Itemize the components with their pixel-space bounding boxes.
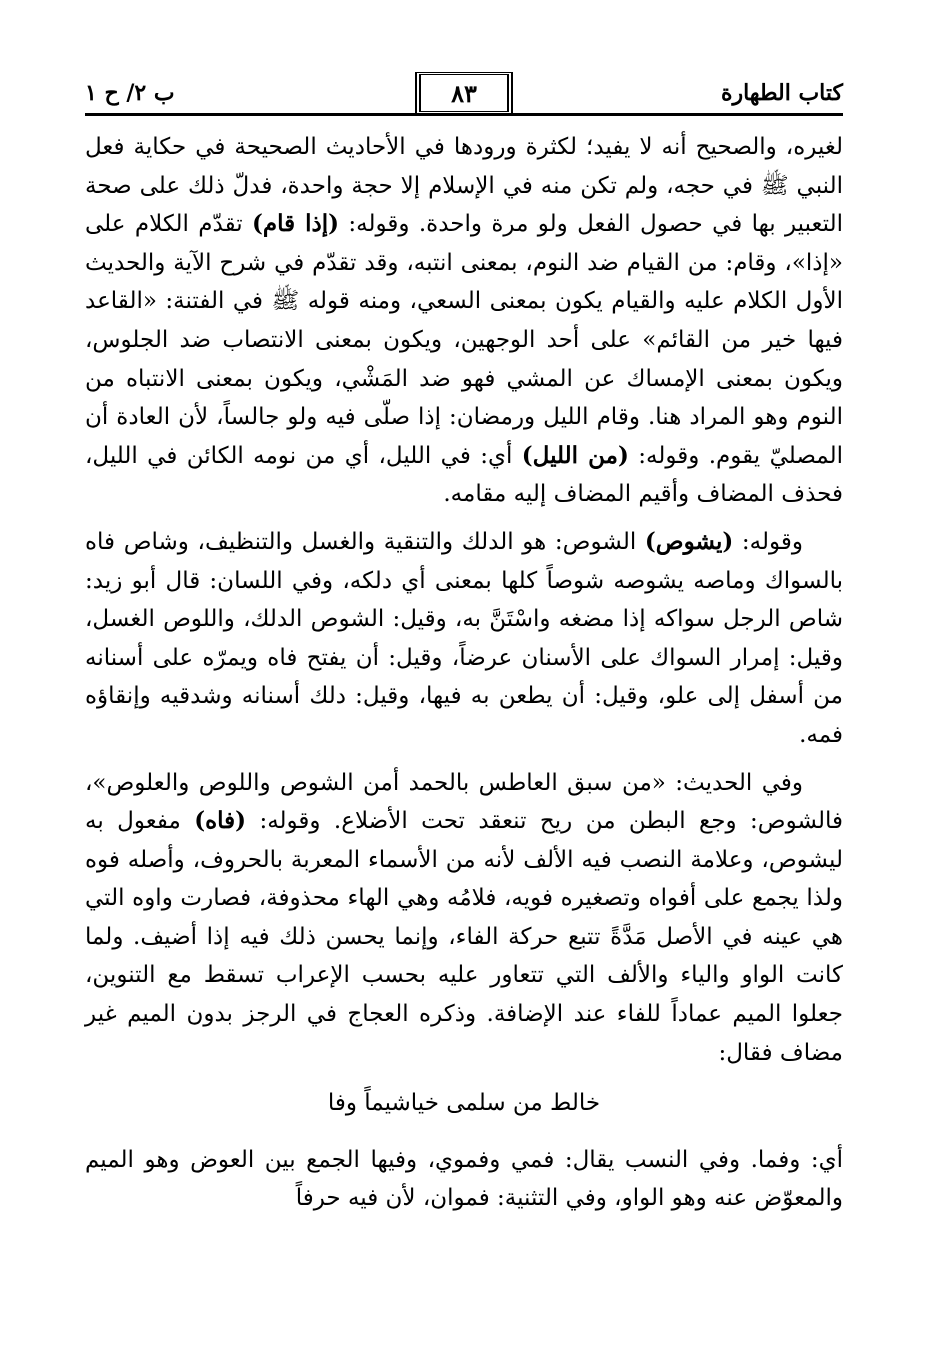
paragraph-text: أي: في الليل، أي من نومه الكائن في الليل، فحذف المضاف وأقيم المضاف إليه مقامه.	[85, 442, 843, 508]
paragraph-1	[85, 128, 843, 514]
volume-reference: ب ٢/ ح ١	[85, 80, 175, 106]
paragraph-text: تقدّم الكلام على «إذا»، وقام: من القيام ضد النوم، بمعنى انتبه، وقد تقدّم في شرح الآية والحديث الأول الكلام عليه والقيام يكون بمعنى السعي، ومنه قوله ﷺ في الفتنة: «القاعد فيها خير من القائم» على أحد الوجهين، ويكون بمعنى الانتصاب ضد الجلوس، ويكون بمعنى الإمساك عن المشي فهو ضد المَشْي، ويكون بمعنى الانتباه من النوم وهو المراد هنا. وقام الليل ورمضان: إذا صلّى فيه ولو جالساً، لأن العادة أن المصليّ يقوم. وقوله:	[85, 211, 843, 469]
bold-term-min-allayl: (من الليل)	[521, 441, 629, 469]
paragraph-text: مفعول به ليشوص، وعلامة النصب فيه الألف لأنه من الأسماء المعربة بالحروف، وأصله فوه ولذا يجمع على أفواه وتصغيره فويه، فلامُه وهي الهاء محذوفة، فصارت واوه التي هي عينه في الأصل مَدَّةً تتبع حركة الفاء، وإنما يحسن ذلك فيه إذا أضيف. ولما كانت الواو والياء والألف التي تتعاور عليه بحسب الإعراب تسقط مع التنوين، جعلوا الميم عماداً للفاء عند الإضافة. وذكره العجاج في الرجز بدون الميم غير مضاف فقال:	[85, 808, 843, 1066]
page-body	[85, 128, 843, 1218]
page-header	[85, 70, 843, 116]
paragraph-4: أي: وفما. وفي النسب يقال: فمي وفموي، وفيها الجمع بين العوض وهو الميم والمعوّض عنه وهو الواو، وفي التثنية: فموان، لأن فيه حرفاً	[85, 1146, 843, 1212]
header-rule	[85, 113, 843, 116]
paragraph-text: لغيره، والصحيح أنه لا يفيد؛ لكثرة ورودها في الأحاديث الصحيحة في حكاية فعل النبي ﷺ في حجه، ولم تكن منه في الإسلام إلا حجة واحدة، فدلّ ذلك على صحة التعبير بها في حصول الفعل ولو مرة واحدة. وقوله:	[85, 134, 843, 238]
paragraph-3	[85, 764, 843, 1073]
bold-term-yashus: (يشوص)	[644, 527, 734, 555]
page-number: ٨٣	[415, 72, 513, 114]
poetry-verse: خالط من سلمى خياشيماً وفا	[327, 1090, 601, 1117]
bold-term-fah: (فاه)	[194, 807, 247, 835]
bold-term-itha-qam: (إذا قام)	[251, 210, 340, 238]
paragraph-text: وفي الحديث: «من سبق العاطس بالحمد أمن الشوص واللوص والعلوص»، فالشوص: وجع البطن من ريح تنعقد تحت الأضلاع. وقوله:	[85, 769, 843, 835]
paragraph-2	[85, 523, 843, 755]
book-title: كتاب الطهارة	[720, 80, 843, 106]
paragraph-text: وقوله:	[733, 528, 803, 555]
paragraph-text: الشوص: هو الدلك والتنقية والغسل والتنظيف، وشاص فاه بالسواك وماصه يشوصه شوصاً كلها بمعنى أي دلكه، وفي اللسان: قال أبو زيد: شاص الرجل سواكه إذا مضغه واسْتَنَّ به، وقيل: الشوص الدلك، واللوص الغسل، وقيل: إمرار السواك على الأسنان عرضاً، وقيل: أن يفتح فاه ويمرّه على أسنانه من أسفل إلى علو، وقيل: أن يطعن به فيها، وقيل: دلك أسنانه وشدقيه وإنقاؤه فمه.	[85, 528, 843, 748]
